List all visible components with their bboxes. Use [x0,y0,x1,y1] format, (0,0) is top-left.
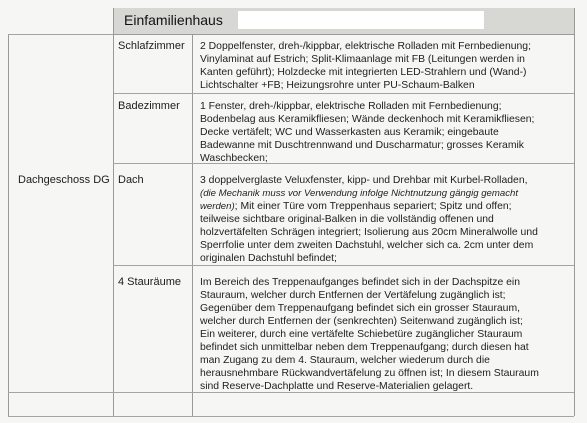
description-line: Kanten geführt); Holzdecke mit integrierten LED-Strahlern und (Wand-) [200,67,527,78]
description-line: Stauraum, welcher durch Entfernen der Vertäfelung zugänglich ist; [200,290,506,301]
table-border-bottom [8,416,574,417]
table-border-left [8,34,9,416]
description-line: sind Reserve-Dachplatte und Reserve-Materialien gelagert. [200,381,474,392]
description-line: 2 Doppelfenster, dreh-/kippbar, elektrische Rolladen mit Fernbedienung; [200,41,531,52]
italic-note: (die Mechanik muss vor Verwendung infolge Nichtnutzung gängig gemacht [200,188,519,199]
room-label-dach: Dach [118,174,144,186]
description-line: Waschbecken; [200,153,268,164]
description-line: Im Bereich des Treppenaufganges befindet sich in der Dachspitze ein [200,277,520,288]
description-line: Ein weiterer, durch eine vertäfelte Schiebetüre zugänglicher Stauraum [200,329,523,340]
description-text: ; Mit einer Türe vom Treppenhaus separiert; Spitz und offen; [234,201,512,212]
description-line: herausnehmbare Rückwandvertäfelung zu öffnen ist; In diesem Stauraum [200,368,539,379]
description-line: man Zugang zu dem 4. Stauraum, welcher wiederum durch die [200,355,490,366]
table-header [114,8,574,35]
description-line: Vinylaminat auf Estrich; Split-Klimaanlage mit FB (Leitungen werden in [200,54,525,65]
room-label-badezimmer: Badezimmer [118,100,180,112]
column-divider-1 [113,8,114,416]
description-line: 3 doppelverglaste Veluxfenster, kipp- und Drehbar mit Kurbel-Rolladen, [200,175,528,186]
floor-label: Dachgeschoss DG [18,174,110,186]
row-divider-1 [113,93,574,94]
description-line: welcher durch Entfernen der (senkrechten) Seitenwand zugänglich ist; [200,316,523,327]
room-label-stauraeume: 4 Stauräume [118,276,181,288]
description-note-line [200,187,518,200]
row-divider-left [8,34,113,35]
redaction-block [238,11,484,29]
description-line: Decke vertäfelt; WC und Wasserkasten aus Keramik; eingebaute [200,127,499,138]
italic-note: werden) [200,201,235,212]
column-divider-2 [192,34,193,416]
description-line: befindet sich unmittelbar neben dem Treppenaufgang; durch diesen hat [200,342,529,353]
description-line [200,200,512,213]
row-divider-2 [113,163,574,164]
header-title: Einfamilienhaus [124,12,223,28]
row-divider-3 [113,265,574,266]
description-line: Lichtschalter +FB; Heizungsrohre unter PU-Schaum-Balken [200,80,475,91]
room-label-schlafzimmer: Schlafzimmer [118,40,185,52]
description-line: Gegenüber dem Treppenaufgang befindet sich ein grosser Stauraum, [200,303,521,314]
description-line: Bodenbelag aus Keramikfliesen; Wände deckenhoch mit Keramikfliesen; [200,114,535,125]
description-line: teilweise sichtbare original-Balken in die vollständig offenen und [200,214,494,225]
description-line: originalen Dachstuhl befindet; [200,253,337,264]
description-line: Sperrfolie unter dem zweiten Dachstuhl, welcher sich ca. 2cm unter dem [200,240,534,251]
description-line: Badewanne mit Duschtrennwand und Duscharmatur; grosses Keramik [200,140,524,151]
description-line: holzvertäfelten Schrägen integriert; Isolierung aus 20cm Mineralwolle und [200,227,538,238]
table-border-right [574,8,575,416]
description-line: 1 Fenster, dreh-/kippbar, elektrische Rolladen mit Fernbedienung; [200,101,502,112]
